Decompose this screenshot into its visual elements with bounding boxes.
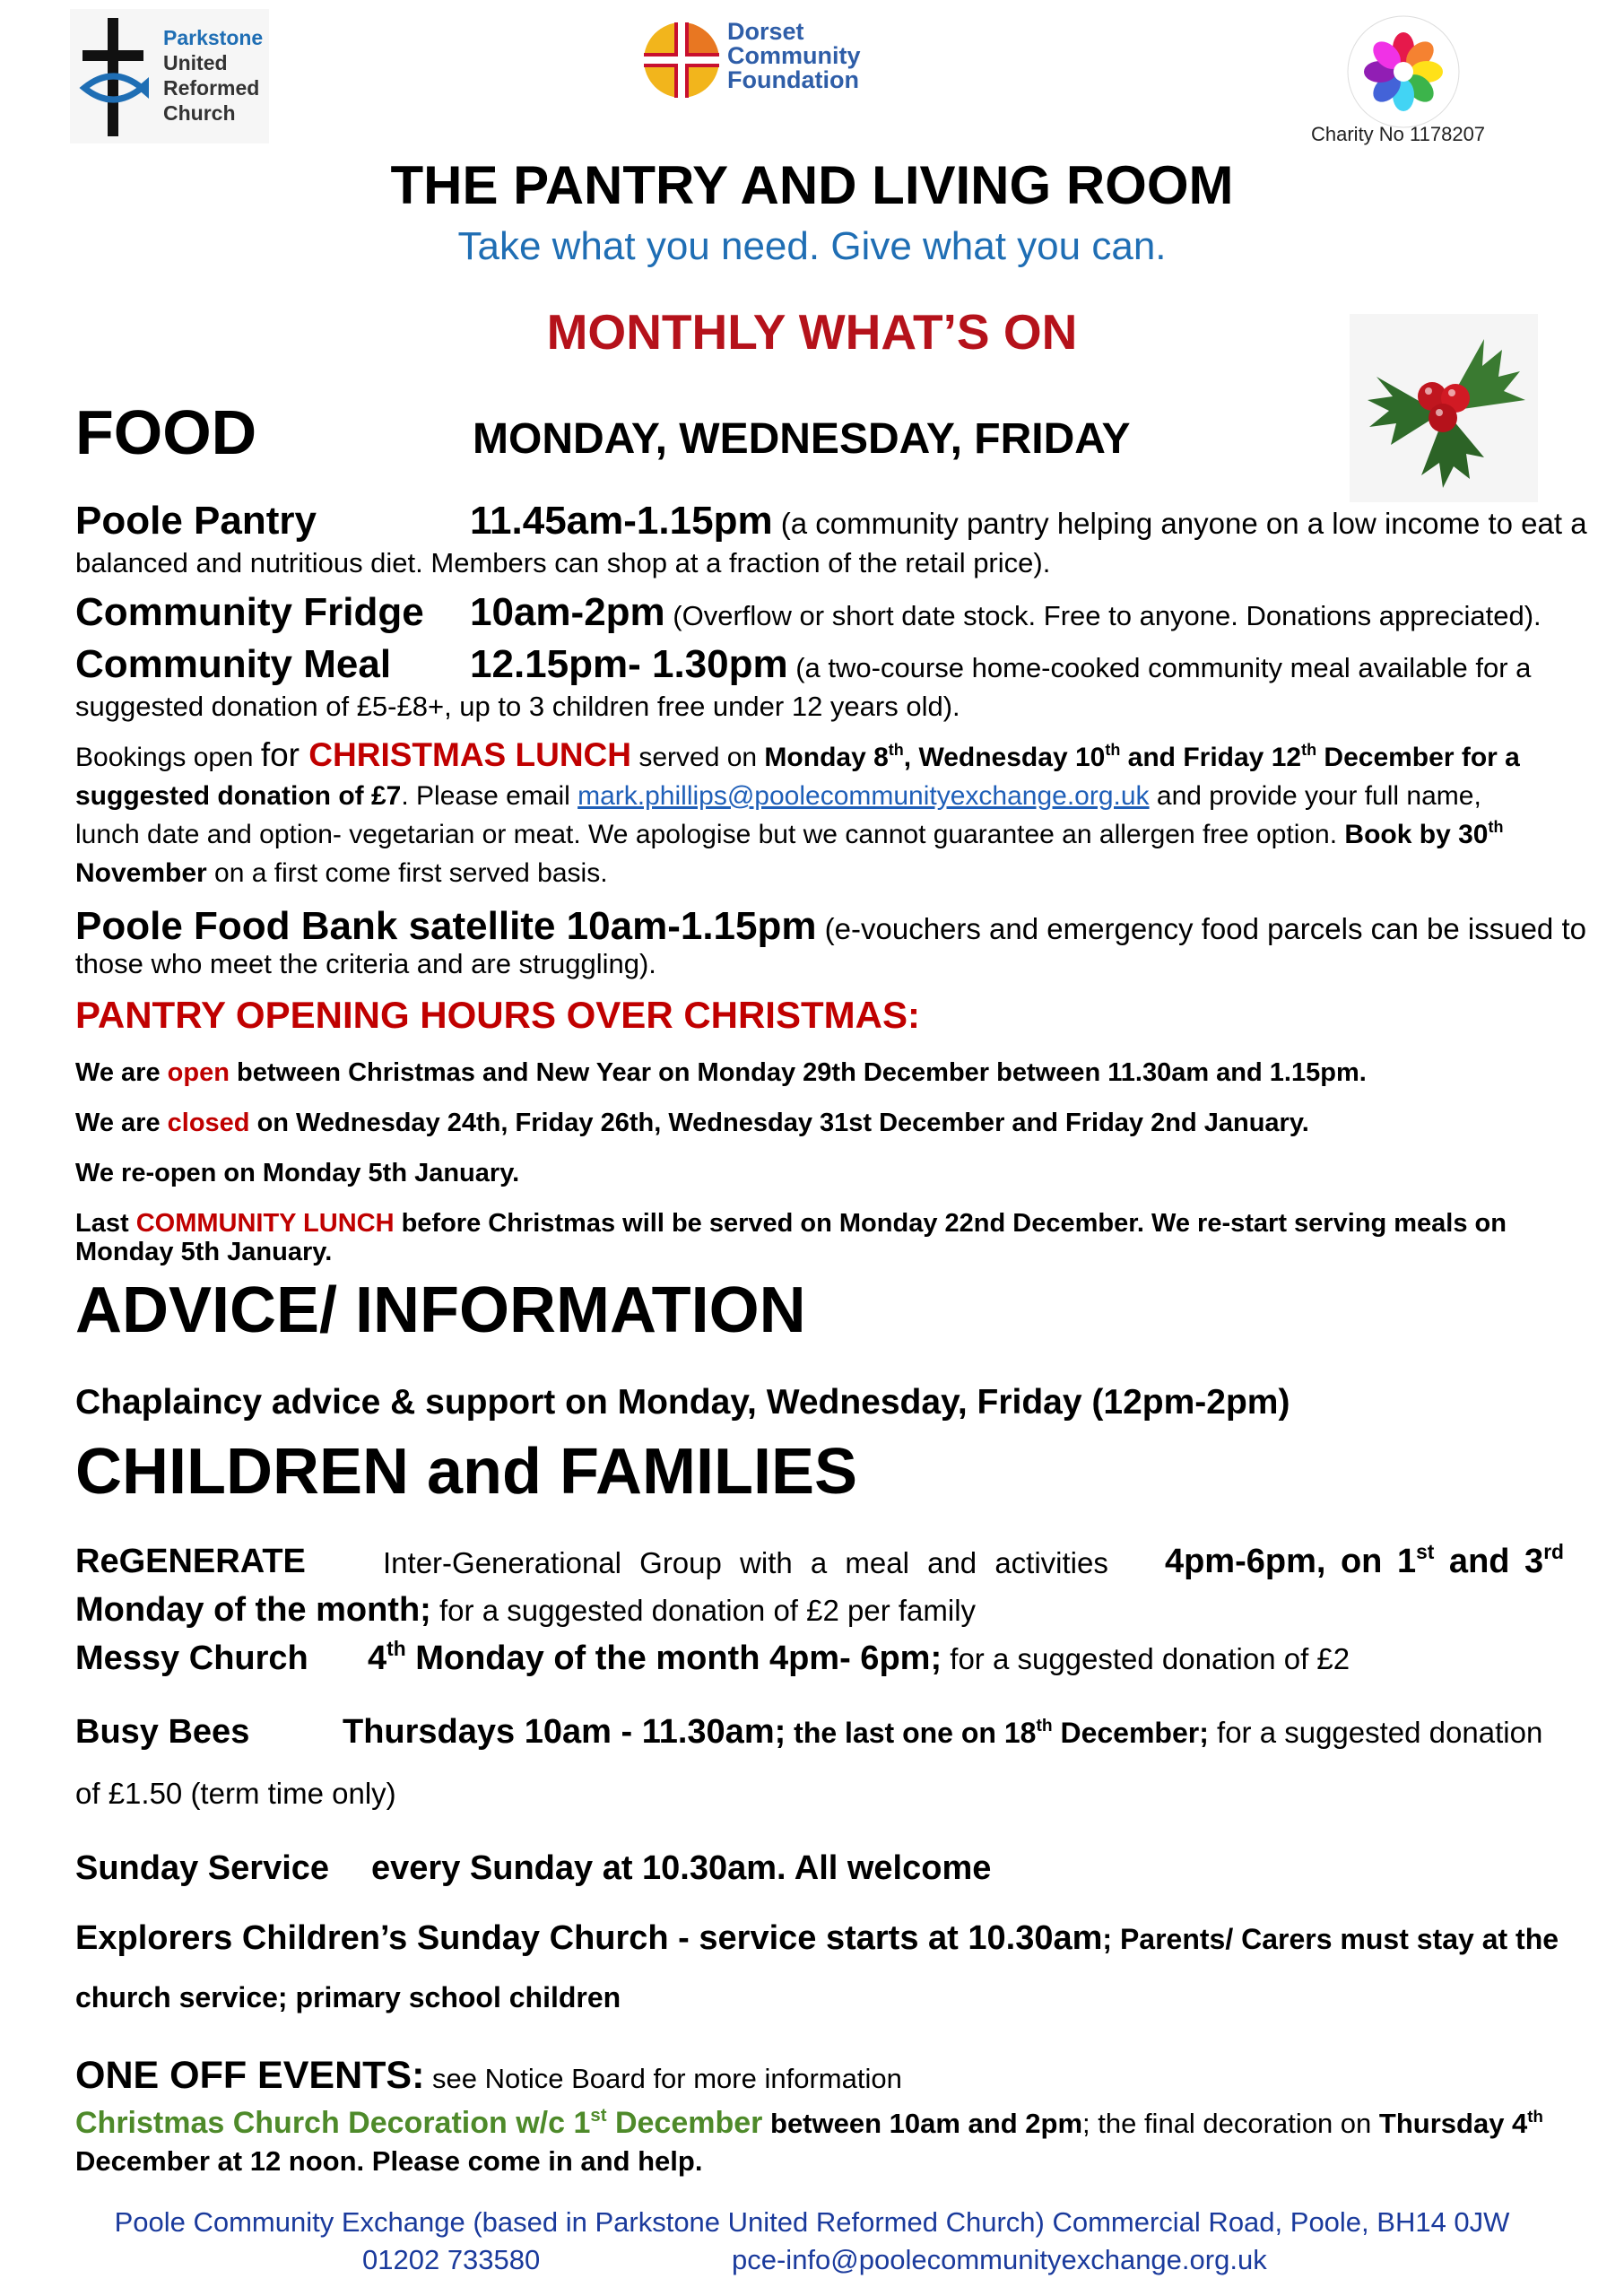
advice-heading: ADVICE/ INFORMATION [75,1274,806,1346]
page-title: THE PANTRY AND LIVING ROOM [390,155,1234,215]
busy-bees-last-a: the last one on 18 [786,1717,1037,1749]
holly-icon [1350,314,1538,502]
xmas-donation: suggested donation of £7 [75,781,402,811]
regenerate-line2: for a suggested donation of £2 per family [430,1594,977,1627]
deco-f: December at 12 noon. Please come in and help. [75,2145,703,2177]
church-logo [70,9,269,144]
busy-bees-desc-b: of £1.50 (term time only) [75,1777,396,1810]
events-heading: ONE OFF EVENTS: [75,2054,425,2097]
xmas-sup-2: th [1105,741,1121,760]
christmas-lunch-notice [75,735,1564,892]
pantry-desc-a: (a community pantry helping anyone on a low income to eat a [772,507,1587,540]
church-logo-text-1: Parkstone [163,26,264,49]
fridge-name: Community Fridge [75,590,424,634]
xmas-sup-3: th [1301,741,1317,760]
regenerate-time-a: 4pm-6pm, on 1 [1164,1543,1417,1580]
regenerate-desc: Inter-Generational Group with a meal and activities [383,1546,1108,1579]
regenerate-sup-rd: rd [1543,1540,1564,1564]
messy-church-name: Messy Church [75,1639,308,1677]
hours-last-lunch [75,1209,1564,1266]
xmas-text-1: Bookings open [75,743,261,772]
events-note: see Notice Board for more information [424,2063,902,2094]
xmas-wednesday: , Wednesday 10 [903,743,1106,772]
footer-phone: 01202 733580 [362,2244,541,2275]
messy-sup: th [386,1637,406,1661]
sunday-service-desc: every Sunday at 10.30am. All welcome [371,1849,992,1887]
charity-number: Charity No 1178207 [1311,123,1486,145]
hours-closed-a: We are [75,1109,168,1137]
meal-name: Community Meal [75,642,392,686]
xmas-sup-4: th [1488,818,1504,837]
explorers-name: Explorers Children’s Sunday Church - service starts at 10.30am [75,1919,1103,1957]
xmas-christmas-lunch: CHRISTMAS LUNCH [308,736,631,773]
busy-bees-time: Thursdays 10am - 11.30am; [343,1713,786,1751]
dcf-logo-text-2: Community [727,42,861,69]
meal-desc-a: (a two-course home-cooked community meal available for a [787,652,1532,683]
foodbank-name: Poole Food Bank satellite 10am-1.15pm [75,904,817,948]
deco-b: December [606,2106,763,2140]
dcf-logo-text-1: Dorset [727,18,804,45]
holly-image [1350,314,1538,502]
pantry-time: 11.45am-1.15pm [470,499,773,543]
foodbank-desc-a: (e-vouchers and emergency food parcels can be issued to [816,912,1586,945]
pce-logo [1332,9,1475,135]
xmas-text-15: on a first come first served basis. [206,858,608,888]
xmas-text-11: and provide your full name, [1149,781,1481,811]
xmas-sup-1: th [888,741,904,760]
deco-sup-st: st [590,2105,607,2126]
regenerate-time-b: and 3 [1434,1543,1544,1580]
regenerate-name: ReGENERATE [75,1543,306,1580]
messy-time-b: Monday of the month 4pm- 6pm; [405,1639,942,1677]
church-logo-text-2: United [163,51,228,74]
explorers-desc-a: ; Parents/ Carers must stay at the [1102,1923,1559,1955]
xmas-book-by: Book by 30 [1344,820,1489,849]
fridge-entry [75,590,1564,635]
hours-open [75,1058,1564,1088]
explorers-desc-b: church service; primary school children [75,1981,621,2013]
hours-last-b: before Christmas will be served on Monday 22nd December. We re-start serving meals on [394,1209,1507,1238]
children-heading: CHILDREN and FAMILIES [75,1436,858,1508]
busy-bees-entry [75,1713,1564,1811]
dcf-logo-text-3: Foundation [727,66,859,93]
events-heading-row [75,2054,1564,2098]
explorers-entry [75,1919,1564,2014]
pantry-name: Poole Pantry [75,499,317,543]
hours-open-a: We are [75,1058,168,1087]
meal-time: 12.15pm- 1.30pm [470,642,788,686]
footer-address: Poole Community Exchange (based in Parkstone United Reformed Church) Commercial Road, Poole, BH14 0JW [114,2206,1510,2238]
foodbank-desc-b: those who meet the criteria and are struggling). [75,948,656,979]
dcf-emblem-icon [641,20,722,100]
tagline: Take what you need. Give what you can. [457,224,1167,268]
xmas-friday: and Friday 12 [1120,743,1302,772]
xmas-text-12: lunch date and option- vegetarian or meat. We apologise but we cannot guarantee an allergen free option. [75,820,1345,849]
subtitle: MONTHLY WHAT’S ON [546,304,1078,360]
messy-desc: for a suggested donation of £2 [942,1642,1350,1675]
xmas-november: November [75,858,207,888]
meal-entry [75,642,1564,726]
xmas-text-4: served on [631,743,765,772]
booking-email-link[interactable]: mark.phillips@poolecommunityexchange.org.uk [578,781,1150,811]
pce-flower-icon [1341,9,1466,135]
busy-bees-name: Busy Bees [75,1713,250,1751]
church-logo-text-3: Reformed [163,76,260,100]
xmas-text-2: for [260,736,309,773]
hours-reopen: We re-open on Monday 5th January. [75,1159,520,1187]
fridge-time: 10am-2pm [470,590,665,634]
sunday-service-name: Sunday Service [75,1849,330,1887]
deco-c: between 10am and 2pm [762,2108,1083,2139]
church-logo-text-4: Church [163,101,236,125]
messy-time-a: 4 [368,1639,387,1677]
hours-closed-word: closed [167,1109,250,1137]
messy-church-entry [75,1639,1564,1678]
xmas-december: December for a [1316,743,1520,772]
busy-bees-last-b: December; [1052,1717,1209,1749]
fridge-desc: (Overflow or short date stock. Free to anyone. Donations appreciated). [664,600,1541,631]
regenerate-line2-bold: Monday of the month; [75,1591,431,1629]
hours-closed-b: on Wednesday 24th, Friday 26th, Wednesday 31st December and Friday 2nd January. [249,1109,1309,1137]
regenerate-sup-st: st [1416,1540,1435,1564]
hours-last-word: COMMUNITY LUNCH [135,1209,395,1238]
pantry-desc-b: balanced and nutritious diet. Members can shop at a fraction of the retail price). [75,547,1051,578]
food-days: MONDAY, WEDNESDAY, FRIDAY [473,415,1131,463]
busy-bees-desc-a: for a suggested donation [1208,1716,1543,1749]
hours-last-a: Last [75,1209,136,1238]
dcf-logo [641,16,874,106]
busy-bees-sup: th [1036,1717,1053,1736]
deco-e: Thursday 4 [1378,2108,1528,2139]
hours-open-word: open [167,1058,230,1087]
deco-a: Christmas Church Decoration w/c 1 [75,2106,591,2140]
meal-desc-b: suggested donation of £5-£8+, up to 3 children free under 12 years old). [75,691,960,722]
food-heading: FOOD [75,397,257,467]
deco-sup-th: th [1527,2106,1543,2126]
footer-email-link[interactable]: pce-info@poolecommunityexchange.org.uk [732,2244,1267,2275]
deco-d: ; the final decoration on [1082,2108,1379,2139]
xmas-text-10: . Please email [401,781,578,811]
foodbank-entry [75,904,1586,979]
hours-open-b: between Christmas and New Year on Monday 29th December between 11.30am and 1.15pm. [229,1058,1367,1087]
xmas-monday: Monday 8 [764,743,889,772]
regenerate-entry [75,1540,1564,1630]
pantry-entry [75,499,1587,582]
hours-last-c: Monday 5th January. [75,1238,333,1266]
sunday-service-entry [75,1849,1564,1888]
chaplaincy-text: Chaplaincy advice & support on Monday, Wednesday, Friday (12pm-2pm) [75,1383,1290,1422]
hours-closed [75,1109,1564,1138]
hours-heading: PANTRY OPENING HOURS OVER CHRISTMAS: [75,994,920,1036]
cross-fish-icon [77,14,149,140]
decoration-event [75,2104,1564,2180]
